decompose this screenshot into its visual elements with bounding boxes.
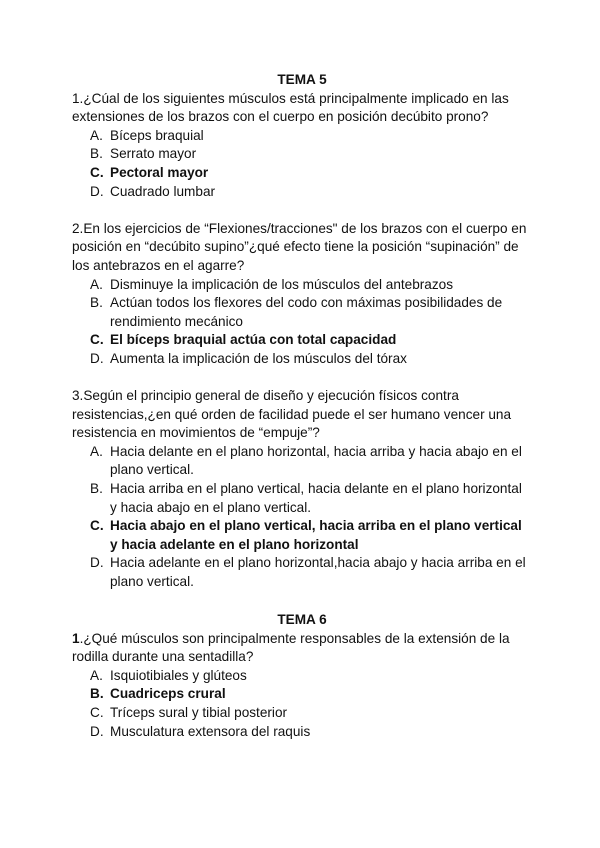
option-letter: A. [90, 127, 103, 143]
option-text: Hacia delante en el plano horizontal, hacia arriba y hacia abajo en el plano vertical. [110, 443, 522, 478]
option-b-correct [72, 685, 532, 704]
tema-6-section [72, 611, 532, 741]
option-text: Cuadrado lumbar [110, 183, 216, 199]
option-letter: C. [90, 164, 104, 180]
option-letter: B. [90, 146, 103, 162]
option-d [72, 723, 532, 742]
tema5-question-2 [72, 220, 532, 276]
question-text: En los ejercicios de “Flexiones/tracciones" de los brazos con el cuerpo en posición en “decúbito supino”¿qué efecto tiene la posición “supinación” de los antebrazos en el agarre? [72, 220, 527, 273]
option-text: El bíceps braquial actúa con total capacidad [110, 332, 397, 348]
option-d [72, 350, 532, 369]
option-text: Tríceps sural y tibial posterior [110, 704, 288, 720]
question-text: Según el principio general de diseño y ejecución físicos contra resistencias,¿en qué orden de facilidad puede el ser humano vencer una resistencia en movimientos de “empuje”? [72, 388, 512, 441]
question-number: 3. [72, 388, 84, 404]
option-text: Pectoral mayor [110, 164, 209, 180]
option-letter: C. [90, 332, 104, 348]
tema5-question-3 [72, 387, 532, 443]
option-text: Aumenta la implicación de los músculos del tórax [110, 350, 407, 366]
option-text: Actúan todos los flexores del codo con máximas posibilidades de rendimiento mecánico [110, 295, 503, 329]
tema-5-section [72, 71, 532, 592]
option-text: Musculatura extensora del raquis [110, 723, 311, 739]
option-letter: A. [90, 443, 103, 459]
option-text: Hacia abajo en el plano vertical, hacia arriba en el plano vertical y hacia adelante en el plano horizontal [110, 518, 522, 552]
tema5-q2-options [72, 276, 532, 369]
tema-6-title: TEMA 6 [277, 612, 327, 627]
option-text: Hacia adelante en el plano horizontal,hacia abajo y hacia arriba en el plano vertical. [110, 555, 526, 590]
option-letter: C. [90, 704, 104, 720]
option-a [72, 443, 532, 480]
option-letter: C. [90, 518, 104, 534]
tema6-question-1 [72, 630, 532, 667]
option-c [72, 704, 532, 723]
tema6-q1-options [72, 667, 532, 741]
tema-5-title: TEMA 5 [277, 72, 327, 87]
option-letter: D. [90, 183, 104, 199]
option-d [72, 554, 532, 591]
option-text: Isquiotibiales y glúteos [110, 667, 247, 683]
spacer [72, 201, 532, 220]
option-letter: D. [90, 350, 104, 366]
option-c-correct [72, 164, 532, 183]
option-a [72, 667, 532, 686]
question-text: .¿Qué músculos son principalmente responsables de la extensión de la rodilla durante una sentadilla? [72, 630, 510, 665]
option-text: Hacia arriba en el plano vertical, hacia delante en el plano horizontal y hacia abajo en el plano vertical. [110, 481, 522, 515]
question-text: ¿Cúal de los siguientes músculos está principalmente implicado en las extensiones de los brazos con el cuerpo en posición decúbito prono? [72, 90, 509, 125]
option-letter: B. [90, 481, 103, 497]
option-letter: A. [90, 276, 103, 292]
question-number: 2. [72, 220, 84, 236]
option-a [72, 276, 532, 295]
option-letter: B. [90, 295, 103, 311]
option-c-correct [72, 517, 532, 554]
tema5-q3-options [72, 443, 532, 592]
option-text: Bíceps braquial [110, 127, 204, 143]
option-c-correct [72, 331, 532, 350]
option-letter: A. [90, 667, 103, 683]
option-b [72, 480, 532, 517]
option-letter: D. [90, 555, 104, 571]
option-letter: B. [90, 686, 104, 702]
option-a [72, 127, 532, 146]
option-b [72, 145, 532, 164]
spacer [72, 369, 532, 388]
question-number: 1 [72, 630, 80, 646]
option-b [72, 294, 532, 331]
tema5-q1-options [72, 127, 532, 201]
option-d [72, 183, 532, 202]
option-text: Cuadriceps crural [110, 686, 226, 702]
option-text: Serrato mayor [110, 146, 197, 162]
tema5-question-1 [72, 90, 532, 127]
option-text: Disminuye la implicación de los músculos del antebrazos [110, 276, 454, 292]
option-letter: D. [90, 723, 104, 739]
question-number: 1. [72, 90, 84, 106]
